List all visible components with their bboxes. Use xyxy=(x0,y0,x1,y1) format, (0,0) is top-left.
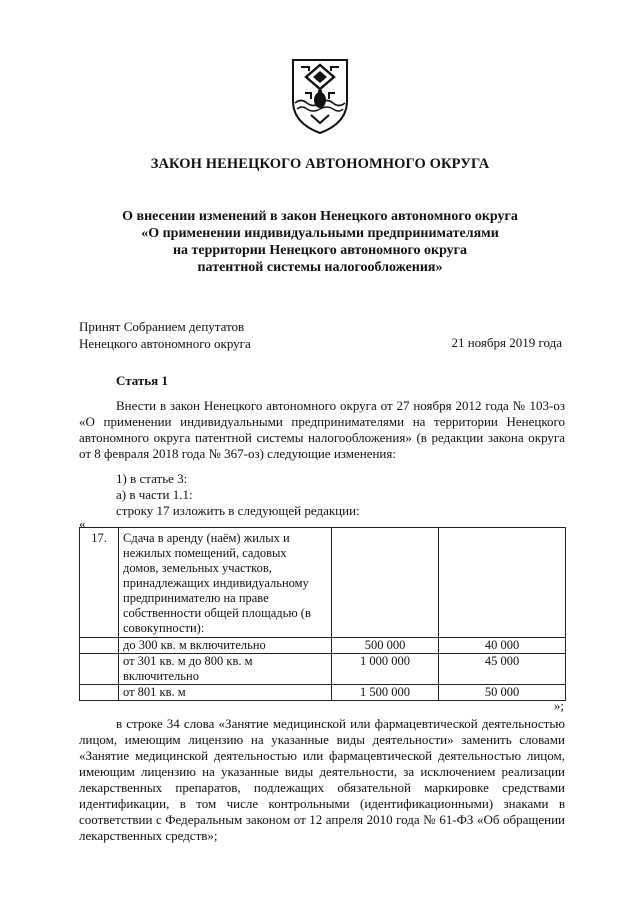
table-row xyxy=(80,638,566,654)
paragraph-line: лекарственных средств»; xyxy=(79,828,218,843)
table-row xyxy=(80,685,566,701)
paragraph-line: лицом, имеющим лицензию на указанные виды деятельности» заменить словами xyxy=(79,732,565,747)
row-number-cell: 17. xyxy=(80,528,119,638)
subject-line: «О применении индивидуальными предпринимателями xyxy=(141,226,499,241)
description-line: нежилых помещений, садовых xyxy=(123,546,287,560)
paragraph-line: Внести в закон Ненецкого автономного округа от 27 ноября 2012 года № 103-оз xyxy=(116,398,565,413)
potential-income-cell: 500 000 xyxy=(332,638,439,654)
area-range-cell xyxy=(119,685,332,701)
paragraph-line: «О применении индивидуальными предпринимателями на территории Ненецкого xyxy=(79,414,565,429)
income-amount-cell: 45 000 xyxy=(439,654,566,685)
adoption-date: 21 ноября 2019 года xyxy=(451,335,562,350)
paragraph-line: идентификации, в том числе контрольными (идентификационными) знаками в xyxy=(79,796,565,811)
law-subject xyxy=(90,208,550,276)
adoption-authority xyxy=(79,318,251,352)
potential-income-cell: 1 500 000 xyxy=(332,685,439,701)
income-amount-cell: 50 000 xyxy=(439,685,566,701)
subject-line: О внесении изменений в закон Ненецкого автономного округа xyxy=(122,209,518,224)
paragraph-line: от 8 февраля 2018 года № 367-оз) следующие изменения: xyxy=(79,446,396,461)
amendment-item: строку 17 изложить в следующей редакции: xyxy=(116,503,360,518)
empty-cell xyxy=(80,654,119,685)
paragraph-line: «Занятие медицинской деятельностью или фармацевтической деятельностью лицом, xyxy=(79,748,565,763)
subject-line: патентной системы налогообложения» xyxy=(197,260,443,275)
area-range-line: от 301 кв. м до 800 кв. м xyxy=(123,654,253,668)
description-line: Сдача в аренду (наём) жилых и xyxy=(123,531,290,545)
row34-amendment-paragraph xyxy=(79,716,565,844)
empty-cell xyxy=(332,528,439,638)
adoption-line: Ненецкого автономного округа xyxy=(79,336,251,351)
description-line: собственности общей площадью (в xyxy=(123,606,311,620)
paragraph-line: имеющим лицензию на указанные виды деятельности, за исключением реализации xyxy=(79,764,565,779)
paragraph-line: соответствии с Федеральным законом от 12 апреля 2010 года № 61-ФЗ «Об обращении xyxy=(79,812,565,827)
area-range-line: до 300 кв. м включительно xyxy=(123,638,266,652)
subject-line: на территории Ненецкого автономного округа xyxy=(172,243,468,258)
quote-open: « xyxy=(79,516,86,531)
paragraph-line: в строке 34 слова «Занятие медицинской или фармацевтической деятельностью xyxy=(116,716,565,731)
paragraph-line: лекарственных препаратов, подлежащих обязательной маркировке средствами xyxy=(79,780,565,795)
description-cell xyxy=(119,528,332,638)
potential-income-cell: 1 000 000 xyxy=(332,654,439,685)
patent-rates-table xyxy=(79,527,566,701)
empty-cell xyxy=(80,685,119,701)
amendment-item: 1) в статье 3: xyxy=(116,471,188,486)
area-range-line: от 801 кв. м xyxy=(123,685,186,699)
article-heading: Статья 1 xyxy=(116,373,168,388)
income-amount-cell: 40 000 xyxy=(439,638,566,654)
law-title: ЗАКОН НЕНЕЦКОГО АВТОНОМНОГО ОКРУГА xyxy=(150,156,490,172)
empty-cell xyxy=(439,528,566,638)
coat-of-arms-emblem xyxy=(289,57,351,135)
description-line: принадлежащих индивидуальному xyxy=(123,576,309,590)
adoption-line: Принят Собранием депутатов xyxy=(79,319,245,334)
amendment-list xyxy=(116,471,360,519)
area-range-line: включительно xyxy=(123,669,199,683)
paragraph-line: автономного округа патентной системы налогообложения» (в редакции закона округа xyxy=(79,430,565,445)
article-intro-paragraph xyxy=(79,398,565,462)
table-row xyxy=(80,528,566,638)
empty-cell xyxy=(80,638,119,654)
area-range-cell xyxy=(119,638,332,654)
table-row xyxy=(80,654,566,685)
area-range-cell xyxy=(119,654,332,685)
description-line: совокупности): xyxy=(123,621,205,635)
description-line: предпринимателю на праве xyxy=(123,591,269,605)
quote-close: »; xyxy=(553,698,564,713)
description-line: домов, земельных участков, xyxy=(123,561,272,575)
amendment-item: а) в части 1.1: xyxy=(116,487,193,502)
